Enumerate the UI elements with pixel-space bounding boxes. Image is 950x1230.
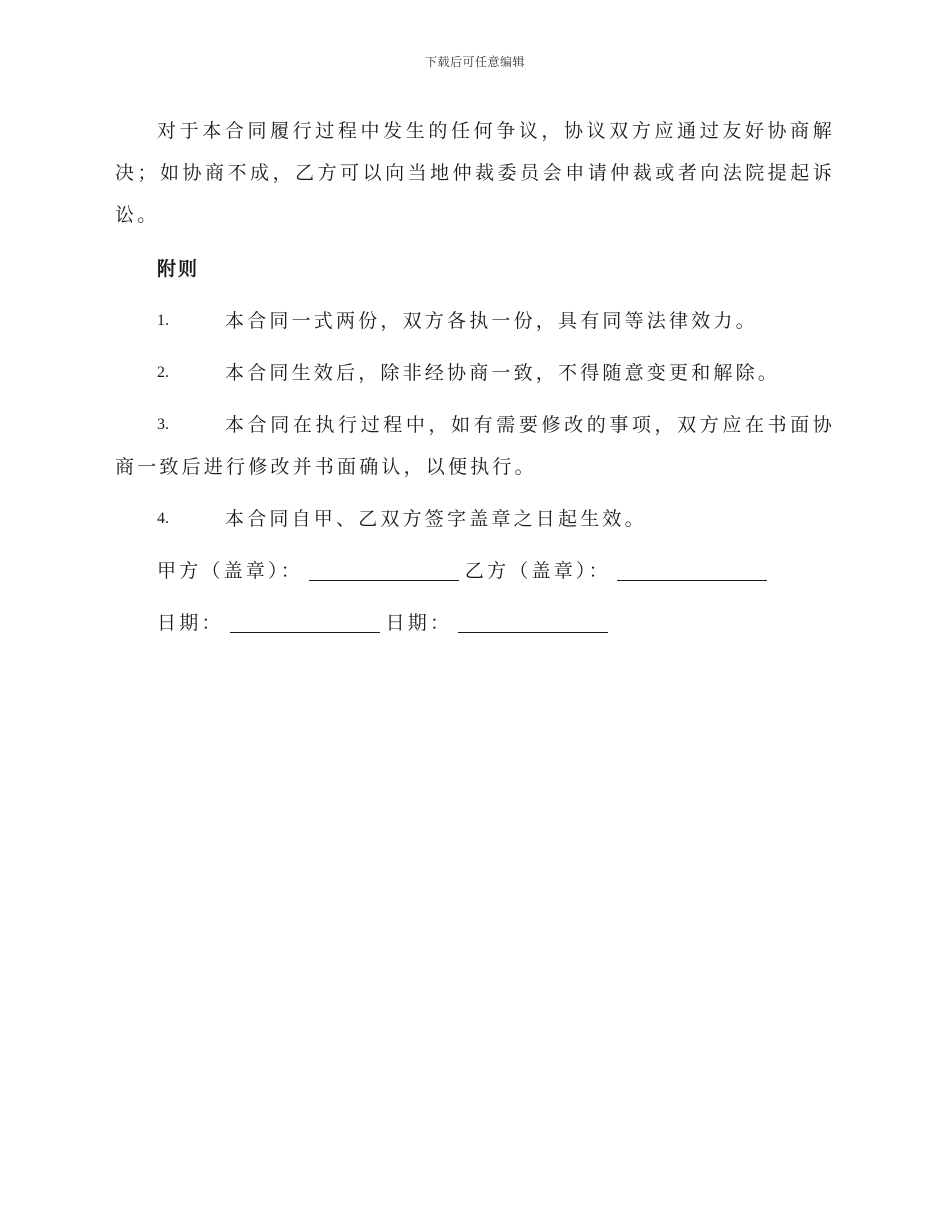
appendix-item-2 [115,352,835,394]
dispute-paragraph: 对于本合同履行过程中发生的任何争议，协议双方应通过友好协商解决；如协商不成，乙方可以向当地仲裁委员会申请仲裁或者向法院提起诉讼。 [115,120,835,226]
appendix-item-1 [115,300,835,342]
appendix-item-text: 本合同在执行过程中，如有需要修改的事项，双方应在书面协商一致后进行修改并书面确认，以便执行。 [115,414,835,478]
appendix-item-number: 2. [157,364,169,381]
party-a-date-blank [230,606,380,633]
page-header: 下载后可任意编辑 [424,55,525,69]
party-signature-row [157,550,835,592]
appendix-item-number: 4. [157,510,169,527]
party-b-seal-label: 乙方（盖章）： [464,560,611,582]
party-b-date-blank [458,606,608,633]
document-body [115,110,835,644]
party-a-seal-label: 甲方（盖章）： [157,560,303,582]
party-a-seal-blank [309,554,459,581]
appendix-heading: 附则 [157,258,200,280]
party-b-seal-blank [617,554,767,581]
date-signature-row [157,602,835,644]
appendix-item-text: 本合同生效后，除非经协商一致，不得随意变更和解除。 [225,362,781,384]
party-a-date-label: 日期： [157,612,224,634]
appendix-item-text: 本合同一式两份，双方各执一份，具有同等法律效力。 [225,310,758,332]
appendix-item-4 [115,498,835,540]
appendix-item-number: 3. [157,416,169,433]
party-b-date-label: 日期： [385,612,453,634]
appendix-item-number: 1. [157,312,169,329]
appendix-item-3 [115,404,835,488]
appendix-item-text: 本合同自甲、乙双方签字盖章之日起生效。 [225,508,647,530]
